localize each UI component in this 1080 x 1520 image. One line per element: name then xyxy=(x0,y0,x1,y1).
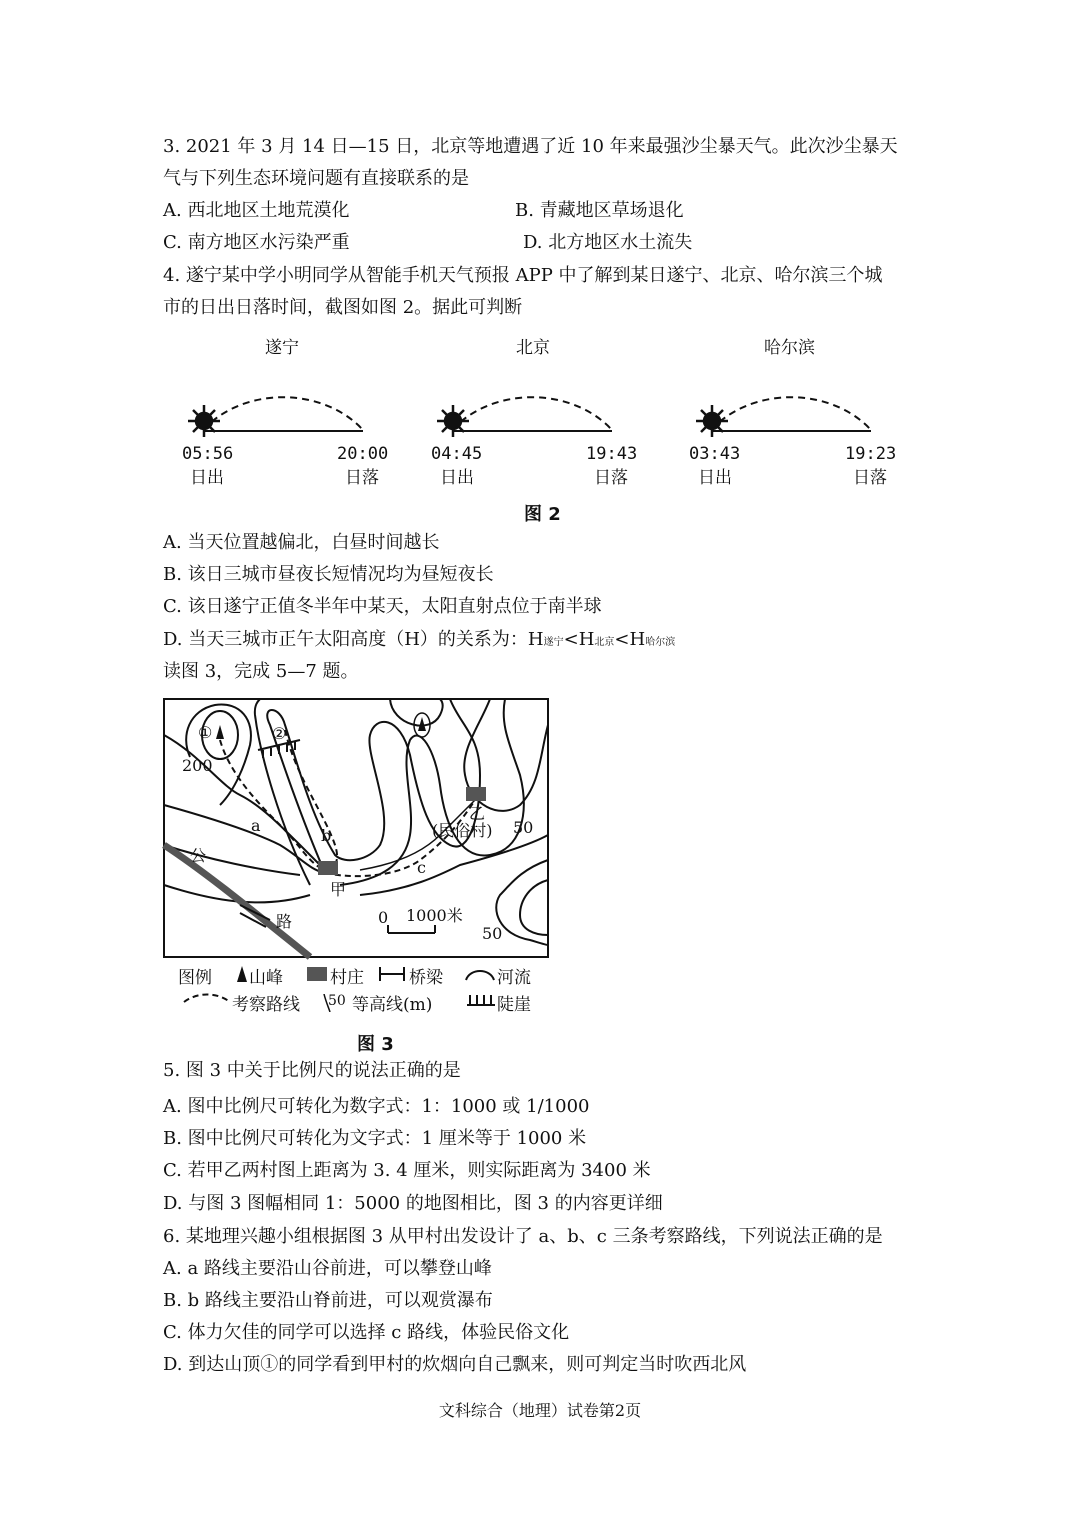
legend-cliff-icon xyxy=(466,992,496,1006)
legend-village-icon xyxy=(307,967,327,981)
page-footer: 文科综合（地理）试卷第2页 xyxy=(438,1401,642,1420)
sunrise-label-beijing: 日出 xyxy=(440,468,474,488)
sunset-time-beijing: 19:43 xyxy=(586,444,638,464)
q3-stem-line1: 3. 2021 年 3 月 14 日—15 日，北京等地遭遇了近 10 年来最强沙尘暴天气。此次沙尘暴天 xyxy=(163,136,898,157)
q3-option-c: C. 南方地区水污染严重 xyxy=(163,232,350,253)
legend-peak: 山峰 xyxy=(249,968,283,988)
q5-option-a: A. 图中比例尺可转化为数字式：1：1000 或 1/1000 xyxy=(163,1096,590,1117)
q5-option-d: D. 与图 3 图幅相同 1：5000 的地图相比，图 3 的内容更详细 xyxy=(163,1193,663,1214)
legend-peak-icon xyxy=(236,966,248,982)
q4-stem-line1: 4. 遂宁某中学小明同学从智能手机天气预报 APP 中了解到某日遂宁、北京、哈尔滨三个城 xyxy=(163,265,883,286)
sunset-label-suining: 日落 xyxy=(345,468,379,488)
sun-icon xyxy=(188,405,220,437)
legend-river: 河流 xyxy=(497,968,531,988)
sunrise-time-harbin: 03:43 xyxy=(689,444,741,464)
sun-icon xyxy=(696,405,728,437)
scale-length: 1000米 xyxy=(406,906,463,925)
h-subscript-suining: 遂宁 xyxy=(543,637,564,648)
city-name-harbin: 哈尔滨 xyxy=(764,338,815,358)
q5-option-b: B. 图中比例尺可转化为文字式：1 厘米等于 1000 米 xyxy=(163,1128,587,1149)
contour-50-label: 50 xyxy=(482,924,503,943)
sunset-time-harbin: 19:23 xyxy=(845,444,897,464)
legend-route: 考察路线 xyxy=(232,995,300,1015)
less-than-1: <H xyxy=(563,629,595,650)
sun-diagram-suining xyxy=(188,397,363,437)
figure-2-caption: 图 2 xyxy=(524,504,561,525)
q3-option-a: A. 西北地区土地荒漠化 xyxy=(163,200,350,221)
legend-bridge-icon xyxy=(377,965,407,983)
village-jia-label: 甲 xyxy=(330,880,347,899)
contour-200-label: 200 xyxy=(182,756,213,775)
h-subscript-harbin: 哈尔滨 xyxy=(645,637,676,648)
legend-title: 图例 xyxy=(178,968,212,988)
sun-diagram-beijing xyxy=(437,397,612,437)
q4-option-d-prefix: D. 当天三城市正午太阳高度（H）的关系为：H xyxy=(163,629,544,650)
h-subscript-beijing: 北京 xyxy=(594,637,615,648)
sun-icon xyxy=(437,405,469,437)
q6-option-a: A. a 路线主要沿山谷前进，可以攀登山峰 xyxy=(163,1258,492,1279)
q5-option-c: C. 若甲乙两村图上距离为 3. 4 厘米，则实际距离为 3400 米 xyxy=(163,1160,651,1181)
sunrise-time-beijing: 04:45 xyxy=(431,444,483,464)
road-label-1: 公 xyxy=(190,846,207,865)
q4-option-c: C. 该日遂宁正值冬半年中某天，太阳直射点位于南半球 xyxy=(163,596,602,617)
peak-2-label: ② xyxy=(272,724,287,743)
village-yi-icon xyxy=(466,787,486,801)
less-than-2: <H xyxy=(614,629,646,650)
city-name-suining: 遂宁 xyxy=(265,338,299,358)
legend-village: 村庄 xyxy=(330,968,364,988)
route-a-label: a xyxy=(251,816,261,835)
sunrise-time-suining: 05:56 xyxy=(182,444,234,464)
sunrise-label-suining: 日出 xyxy=(190,468,224,488)
legend-river-icon xyxy=(464,966,496,982)
legend-contour-number: 50 xyxy=(328,993,346,1009)
q3-option-d: D. 北方地区水土流失 xyxy=(523,232,693,253)
city-name-beijing: 北京 xyxy=(516,338,550,358)
village-jia-icon xyxy=(318,861,338,875)
legend-route-icon xyxy=(182,992,232,1006)
sunrise-label-harbin: 日出 xyxy=(698,468,732,488)
intro-fig3: 读图 3，完成 5—7 题。 xyxy=(163,661,359,682)
route-c-label: c xyxy=(417,858,426,877)
village-yi-label: 乙 xyxy=(469,804,486,823)
sun-diagram-harbin xyxy=(696,397,871,437)
contour-50-label: 50 xyxy=(513,818,534,837)
scale-zero: 0 xyxy=(378,908,389,927)
q6-option-c: C. 体力欠佳的同学可以选择 c 路线，体验民俗文化 xyxy=(163,1322,570,1343)
q3-stem-line2: 气与下列生态环境问题有直接联系的是 xyxy=(163,168,469,189)
legend-contour: 等高线(m) xyxy=(352,995,433,1015)
q3-option-b: B. 青藏地区草场退化 xyxy=(515,200,684,221)
figure-3-caption: 图 3 xyxy=(357,1034,394,1055)
q5-stem: 5. 图 3 中关于比例尺的说法正确的是 xyxy=(163,1060,461,1081)
sunset-label-harbin: 日落 xyxy=(853,468,887,488)
peak-1-label: ① xyxy=(198,723,213,742)
village-yi-note: (民俗村) xyxy=(432,821,493,840)
q4-option-d xyxy=(163,628,675,655)
legend-cliff: 陡崖 xyxy=(497,995,531,1015)
sun-path-arc xyxy=(452,397,612,430)
q4-stem-line2: 市的日出日落时间，截图如图 2。据此可判断 xyxy=(163,297,523,318)
sunset-label-beijing: 日落 xyxy=(594,468,628,488)
road-label-2: 路 xyxy=(276,912,293,931)
sunset-time-suining: 20:00 xyxy=(337,444,389,464)
sun-path-arc xyxy=(203,397,363,430)
q6-option-d: D. 到达山顶①的同学看到甲村的炊烟向自己飘来，则可判定当时吹西北风 xyxy=(163,1354,747,1375)
route-b-label: b xyxy=(321,826,332,845)
q6-stem: 6. 某地理兴趣小组根据图 3 从甲村出发设计了 a、b、c 三条考察路线，下列说法正确的是 xyxy=(163,1226,883,1247)
legend-bridge: 桥梁 xyxy=(409,968,443,988)
sun-path-arc xyxy=(711,397,871,430)
q4-option-b: B. 该日三城市昼夜长短情况均为昼短夜长 xyxy=(163,564,494,585)
q6-option-b: B. b 路线主要沿山脊前进，可以观赏瀑布 xyxy=(163,1290,493,1311)
q4-option-a: A. 当天位置越偏北，白昼时间越长 xyxy=(163,532,440,553)
